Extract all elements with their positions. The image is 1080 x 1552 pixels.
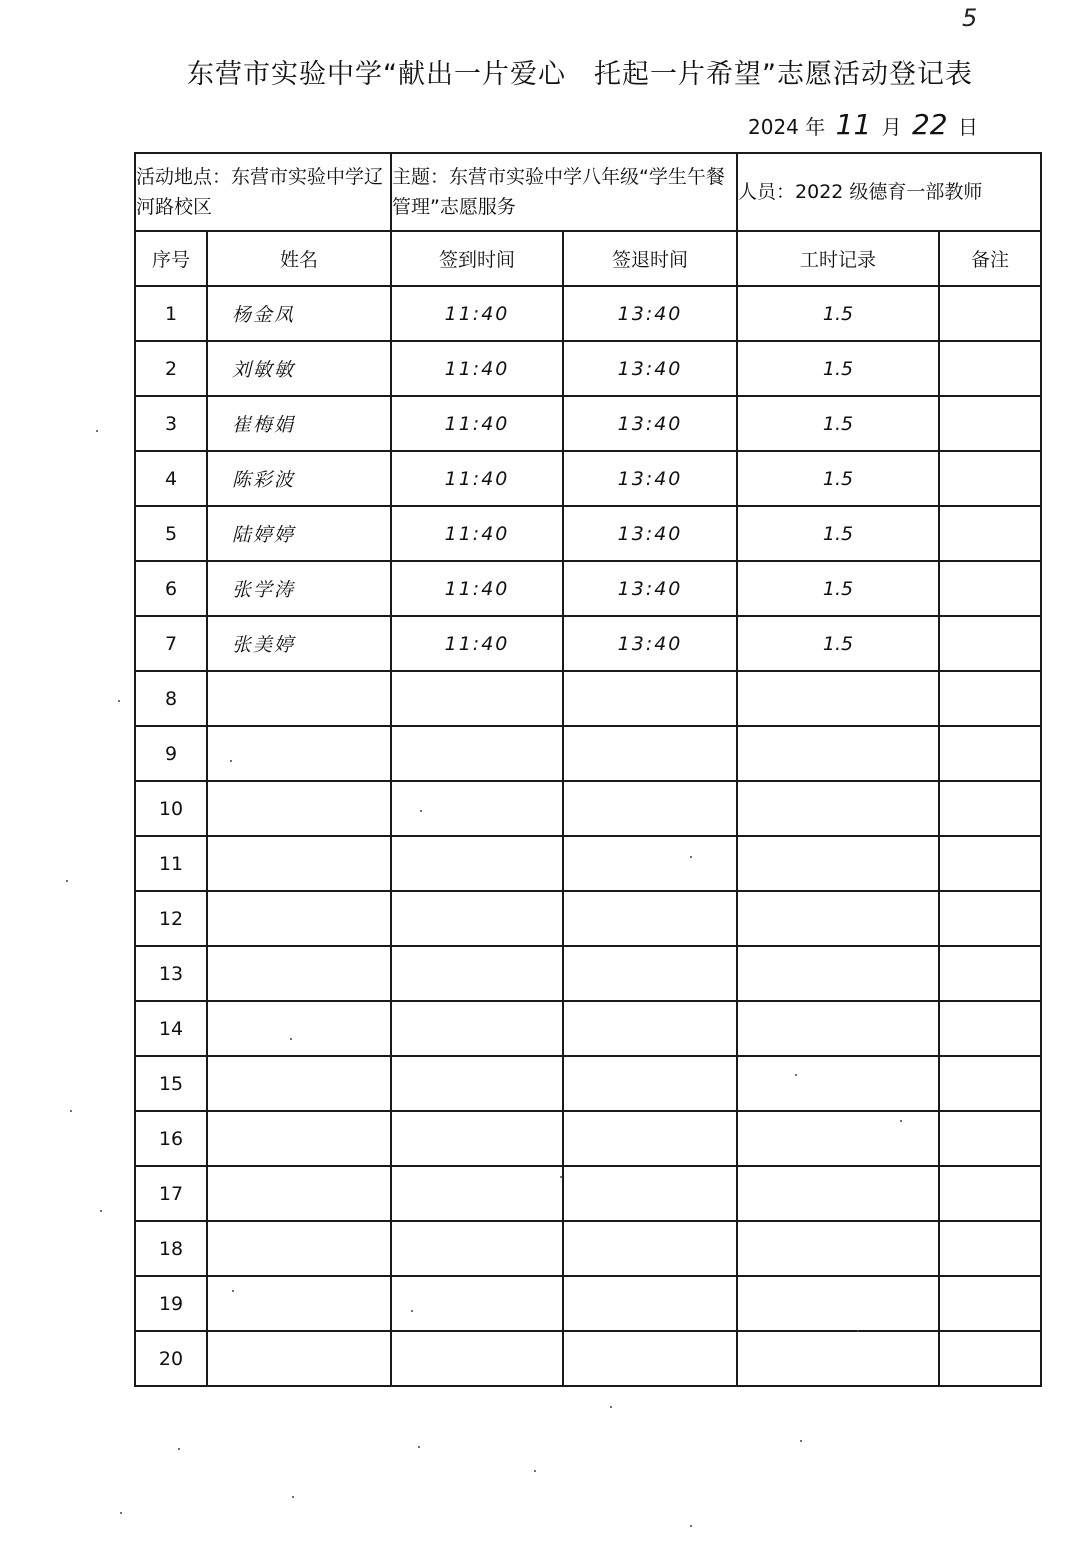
remark-cell — [939, 561, 1041, 616]
hours-cell: 1.5 — [737, 451, 939, 506]
table-row — [135, 891, 1041, 946]
check-in-cell — [391, 1276, 563, 1331]
hours-cell — [737, 891, 939, 946]
row-index: 14 — [135, 1001, 207, 1056]
paper-speck — [120, 1512, 122, 1514]
remark-cell — [939, 726, 1041, 781]
hours-cell — [737, 1166, 939, 1221]
remark-cell — [939, 341, 1041, 396]
page-number: 5 — [962, 4, 978, 32]
header-check-in: 签到时间 — [391, 231, 563, 286]
table-row — [135, 1221, 1041, 1276]
name-cell — [207, 781, 391, 836]
name-cell — [207, 1276, 391, 1331]
check-out-cell — [563, 671, 737, 726]
date-line — [748, 108, 978, 141]
paper-speck — [420, 810, 422, 812]
info-row — [135, 153, 1041, 231]
check-in-cell: 11:40 — [391, 616, 563, 671]
row-index: 8 — [135, 671, 207, 726]
document-title: 东营市实验中学“献出一片爱心 托起一片希望”志愿活动登记表 — [187, 59, 973, 90]
paper-speck — [795, 1074, 797, 1076]
check-in-cell — [391, 781, 563, 836]
row-index: 10 — [135, 781, 207, 836]
paper-speck — [66, 880, 68, 882]
name-cell: 陈彩波 — [207, 451, 391, 506]
hours-cell — [737, 1331, 939, 1386]
check-in-cell — [391, 946, 563, 1001]
table-row — [135, 616, 1041, 671]
paper-speck — [292, 1496, 294, 1498]
check-in-cell: 11:40 — [391, 561, 563, 616]
remark-cell — [939, 616, 1041, 671]
name-cell — [207, 671, 391, 726]
row-index: 1 — [135, 286, 207, 341]
table-row — [135, 1331, 1041, 1386]
row-index: 3 — [135, 396, 207, 451]
check-out-cell — [563, 1166, 737, 1221]
date-day-unit: 日 — [957, 115, 978, 139]
paper-speck — [534, 1470, 536, 1472]
check-in-cell — [391, 1221, 563, 1276]
check-out-cell — [563, 836, 737, 891]
table-row — [135, 671, 1041, 726]
table-row — [135, 726, 1041, 781]
header-name: 姓名 — [207, 231, 391, 286]
row-index: 20 — [135, 1331, 207, 1386]
hours-cell — [737, 671, 939, 726]
table-row — [135, 286, 1041, 341]
remark-cell — [939, 1166, 1041, 1221]
date-month: 11 — [835, 108, 872, 141]
row-index: 19 — [135, 1276, 207, 1331]
name-cell: 杨金凤 — [207, 286, 391, 341]
paper-speck — [96, 430, 98, 432]
remark-cell — [939, 1001, 1041, 1056]
check-out-cell — [563, 1056, 737, 1111]
check-out-cell: 13:40 — [563, 616, 737, 671]
row-index: 9 — [135, 726, 207, 781]
hours-cell — [737, 1001, 939, 1056]
row-index: 17 — [135, 1166, 207, 1221]
hours-cell — [737, 946, 939, 1001]
check-out-cell — [563, 726, 737, 781]
name-cell: 陆婷婷 — [207, 506, 391, 561]
check-out-cell — [563, 1331, 737, 1386]
theme-cell: 主题：东营市实验中学八年级“学生午餐管理”志愿服务 — [391, 153, 737, 231]
date-year-unit: 年 — [805, 115, 826, 139]
row-index: 18 — [135, 1221, 207, 1276]
name-cell — [207, 726, 391, 781]
hours-cell — [737, 726, 939, 781]
remark-cell — [939, 781, 1041, 836]
paper-speck — [560, 1176, 562, 1178]
name-cell: 刘敏敏 — [207, 341, 391, 396]
location-cell: 活动地点：东营市实验中学辽河路校区 — [135, 153, 391, 231]
check-out-cell: 13:40 — [563, 341, 737, 396]
hours-cell — [737, 1221, 939, 1276]
header-remark: 备注 — [939, 231, 1041, 286]
paper-speck — [857, 1330, 859, 1332]
paper-speck — [118, 700, 120, 702]
check-out-cell — [563, 1111, 737, 1166]
row-index: 16 — [135, 1111, 207, 1166]
check-out-cell: 13:40 — [563, 506, 737, 561]
check-in-cell: 11:40 — [391, 286, 563, 341]
paper-speck — [690, 1525, 692, 1527]
table-row — [135, 1001, 1041, 1056]
paper-speck — [418, 1446, 420, 1448]
name-cell — [207, 891, 391, 946]
registration-table — [134, 152, 1042, 1387]
check-in-cell — [391, 1001, 563, 1056]
hours-cell — [737, 1111, 939, 1166]
date-year: 2024 — [748, 115, 799, 139]
remark-cell — [939, 891, 1041, 946]
name-cell — [207, 836, 391, 891]
personnel-cell: 人员：2022 级德育一部教师 — [737, 153, 1041, 231]
paper-speck — [178, 1448, 180, 1450]
check-out-cell — [563, 946, 737, 1001]
remark-cell — [939, 451, 1041, 506]
check-in-cell — [391, 1111, 563, 1166]
remark-cell — [939, 1111, 1041, 1166]
row-index: 4 — [135, 451, 207, 506]
table-row — [135, 1276, 1041, 1331]
row-index: 15 — [135, 1056, 207, 1111]
date-day: 22 — [911, 108, 948, 141]
table-row — [135, 1111, 1041, 1166]
check-in-cell — [391, 891, 563, 946]
check-in-cell — [391, 726, 563, 781]
row-index: 5 — [135, 506, 207, 561]
paper-speck — [70, 1110, 72, 1112]
paper-speck — [900, 1120, 902, 1122]
hours-cell — [737, 1276, 939, 1331]
name-cell — [207, 1166, 391, 1221]
paper-speck — [800, 1440, 802, 1442]
hours-cell: 1.5 — [737, 616, 939, 671]
header-hours: 工时记录 — [737, 231, 939, 286]
paper-speck — [411, 1310, 413, 1312]
table-row — [135, 506, 1041, 561]
row-index: 7 — [135, 616, 207, 671]
table-row — [135, 1166, 1041, 1221]
table-row — [135, 451, 1041, 506]
hours-cell: 1.5 — [737, 561, 939, 616]
table-row — [135, 396, 1041, 451]
remark-cell — [939, 836, 1041, 891]
table-row — [135, 1056, 1041, 1111]
check-out-cell — [563, 891, 737, 946]
check-out-cell: 13:40 — [563, 396, 737, 451]
paper-speck — [232, 1290, 234, 1292]
hours-cell — [737, 781, 939, 836]
date-month-unit: 月 — [881, 115, 902, 139]
table-row — [135, 946, 1041, 1001]
check-out-cell — [563, 781, 737, 836]
table-row — [135, 781, 1041, 836]
name-cell: 张美婷 — [207, 616, 391, 671]
header-index: 序号 — [135, 231, 207, 286]
hours-cell — [737, 836, 939, 891]
hours-cell: 1.5 — [737, 506, 939, 561]
hours-cell: 1.5 — [737, 396, 939, 451]
table-row — [135, 836, 1041, 891]
table-row — [135, 561, 1041, 616]
name-cell — [207, 1331, 391, 1386]
name-cell — [207, 1056, 391, 1111]
name-cell — [207, 946, 391, 1001]
check-in-cell — [391, 836, 563, 891]
row-index: 13 — [135, 946, 207, 1001]
paper-speck — [230, 760, 232, 762]
name-cell: 崔梅娟 — [207, 396, 391, 451]
row-index: 6 — [135, 561, 207, 616]
table-row — [135, 341, 1041, 396]
name-cell — [207, 1221, 391, 1276]
check-out-cell: 13:40 — [563, 561, 737, 616]
check-out-cell — [563, 1276, 737, 1331]
check-in-cell: 11:40 — [391, 451, 563, 506]
remark-cell — [939, 671, 1041, 726]
remark-cell — [939, 1056, 1041, 1111]
check-out-cell — [563, 1221, 737, 1276]
remark-cell — [939, 1276, 1041, 1331]
remark-cell — [939, 1221, 1041, 1276]
remark-cell — [939, 286, 1041, 341]
hours-cell: 1.5 — [737, 286, 939, 341]
paper-speck — [290, 1038, 292, 1040]
remark-cell — [939, 1331, 1041, 1386]
row-index: 2 — [135, 341, 207, 396]
hours-cell: 1.5 — [737, 341, 939, 396]
check-in-cell: 11:40 — [391, 506, 563, 561]
hours-cell — [737, 1056, 939, 1111]
check-out-cell: 13:40 — [563, 286, 737, 341]
header-check-out: 签退时间 — [563, 231, 737, 286]
row-index: 12 — [135, 891, 207, 946]
check-in-cell: 11:40 — [391, 341, 563, 396]
paper-speck — [100, 1210, 102, 1212]
remark-cell — [939, 396, 1041, 451]
remark-cell — [939, 946, 1041, 1001]
paper-speck — [610, 1406, 612, 1408]
check-in-cell — [391, 1331, 563, 1386]
check-in-cell: 11:40 — [391, 396, 563, 451]
paper-speck — [690, 856, 692, 858]
name-cell: 张学涛 — [207, 561, 391, 616]
check-in-cell — [391, 1166, 563, 1221]
check-out-cell — [563, 1001, 737, 1056]
row-index: 11 — [135, 836, 207, 891]
check-out-cell: 13:40 — [563, 451, 737, 506]
check-in-cell — [391, 671, 563, 726]
name-cell — [207, 1001, 391, 1056]
check-in-cell — [391, 1056, 563, 1111]
header-row — [135, 231, 1041, 286]
name-cell — [207, 1111, 391, 1166]
remark-cell — [939, 506, 1041, 561]
